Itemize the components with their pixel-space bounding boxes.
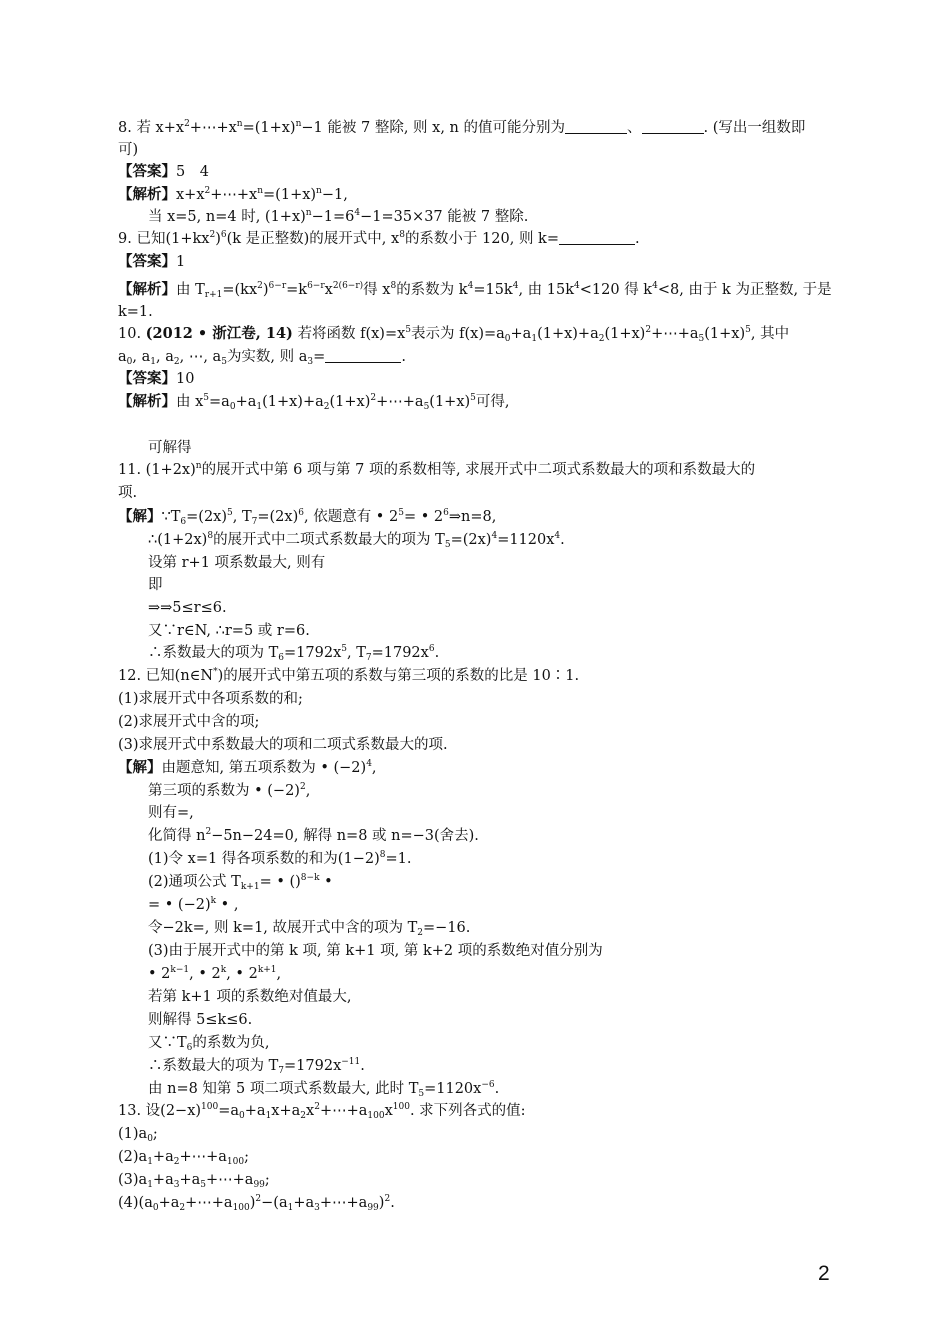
analysis-q9-line2: k=1. (118, 304, 153, 320)
answer-q9: 【答案】1 (118, 253, 186, 270)
solution-q12-line12: 则解得 5≤k≤6. (148, 1012, 253, 1028)
solution-q12-line6: (2)通项公式 $T_{k+1}=$ • ()$^{8-k}$ • (148, 873, 333, 892)
line-q11: 11. $(1+2x)^n$的展开式中第 6 项与第 7 项的系数相等, 求展开式中二项式系数最大的项和系数最大的 (118, 461, 756, 478)
solution-q12-line8: 令−2k=, 则 k=1, 故展开式中含的项为 $T_2=-16$. (148, 920, 471, 938)
line-q12: 12. 已知(n∈N*)的展开式中第五项的系数与第三项的系数的比是 10∶1. (118, 667, 580, 684)
solution-q11: 【解】$\because T_6=(2x)^5$, $T_7=(2x)^6$, 依题意有 • $2^5=$ • $2^6\Rightarrow n=8$, (118, 508, 497, 527)
line-q11-cont: 项. (118, 485, 138, 501)
analysis-q10-line2: 可解得 (148, 440, 192, 456)
answer-q8: 【答案】5 4 (118, 163, 209, 180)
answer-q10: 【答案】10 (118, 370, 195, 387)
line-q13-part4: $(4)(a_0+a_2+\cdots+a_{100})^2-(a_1+a_3+\cdots+a_{99})^2$. (118, 1194, 395, 1213)
line-q12-part3: (3)求展开式中系数最大的项和二项式系数最大的项. (118, 737, 448, 753)
solution-q12: 【解】由题意知, 第五项系数为 • $(-2)^4$, (118, 759, 377, 776)
line-q12-part2: (2)求展开式中含的项; (118, 714, 260, 730)
line-q8: 8. 若 $x+x^2+\cdots+x^n=(1+x)^n-1$ 能被 7 整除, 则 x, n 的值可能分别为 、 . (写出一组数即 (118, 119, 806, 136)
solution-q12-line11: 若第 k+1 项的系数绝对值最大, (148, 989, 352, 1005)
solution-q12-line13: 又$\because T_6$的系数为负, (148, 1035, 270, 1053)
solution-q11-line2: $\therefore(1+2x)^8$的展开式中二项式系数最大的项为 $T_5=(2x)^4=1120x^4$. (148, 531, 565, 550)
solution-q12-line10: • $2^{k-1}$, • 2$^k$, • $2^{k+1}$, (148, 965, 282, 982)
line-q13-part3: $(3)a_1+a_3+a_5+\cdots+a_{99}$; (118, 1172, 270, 1190)
analysis-q9: 【解析】由 $T_{r+1}=(kx^2)^{6-r}=k^{6-r}x^{2(6-r)}$得 $x^8$的系数为 $k^4=15k^4$, 由 $15k^4<120$ 得 $k^4<8$, 由于 k 为正整数, 于是 (118, 281, 832, 300)
solution-q12-line7: = • $(-2)^k$ • , (148, 896, 239, 913)
solution-q12-line4: 化简得 $n^2-5n-24=0$, 解得 n=8 或 n=−3(舍去). (148, 827, 479, 844)
line-q8-cont: 可) (118, 142, 139, 158)
line-q13-part2: $(2)a_1+a_2+\cdots+a_{100}$; (118, 1149, 249, 1167)
line-q9: 9. 已知$(1+kx^2)^6(k$ 是正整数)的展开式中, $x^8$的系数小于 120, 则 k= . (118, 230, 640, 247)
line-q10: 10. (2012 • 浙江卷, 14) 若将函数 $f(x)=x^5$表示为 $f(x)=a_0+a_1(1+x)+a_2(1+x)^2+\cdots+a_5(1+x)^5$, 其中 (118, 325, 790, 344)
solution-q12-line2: 第三项的系数为 • $(-2)^2$, (148, 782, 311, 799)
solution-q11-line4: 即 (148, 577, 163, 593)
analysis-q8-line2: 当 x=5, n=4 时, $(1+x)^n-1=6^4-1=35\times 37$ 能被 7 整除. (148, 208, 529, 225)
line-q12-part1: (1)求展开式中各项系数的和; (118, 691, 303, 707)
solution-q12-line5: (1)令 x=1 得各项系数的和为$(1-2)^8=1$. (148, 850, 412, 867)
solution-q11-line3: 设第 r+1 项系数最大, 则有 (148, 555, 326, 571)
line-q13-part1: $(1)a_0$; (118, 1126, 158, 1144)
solution-q12-line9: (3)由于展开式中的第 k 项, 第 k+1 项, 第 k+2 项的系数绝对值分别为 (148, 943, 603, 959)
solution-q11-line5: ⇒⇒5≤r≤6. (148, 600, 227, 616)
analysis-q8: 【解析】$x+x^2+\cdots+x^n=(1+x)^n-1$, (118, 186, 348, 203)
solution-q12-line15: 由 n=8 知第 5 项二项式系数最大, 此时 $T_5=1120x^{-6}$. (148, 1080, 500, 1099)
solution-q12-line3: 则有=, (148, 805, 194, 821)
line-q10-cont: $a_0$, $a_1$, $a_2$, ⋯, $a_5$为实数, 则 $a_3=$ . (118, 349, 406, 367)
solution-q12-line14: ∴系数最大的项为 $T_7=1792x^{-11}$. (148, 1057, 365, 1076)
solution-q11-line6: 又∵r∈N, ∴r=5 或 r=6. (148, 623, 310, 639)
solution-q11-line7: ∴系数最大的项为 $T_6=1792x^5$, $T_7=1792x^6$. (148, 644, 440, 663)
line-q13: 13. 设$(2-x)^{100}=a_0+a_1x+a_2x^2+\cdots+a_{100}x^{100}$. 求下列各式的值: (118, 1102, 526, 1121)
analysis-q10: 【解析】由 $x^5=a_0+a_1(1+x)+a_2(1+x)^2+\cdots+a_5(1+x)^5$可得, (118, 393, 510, 412)
page-number: 2 (818, 1262, 830, 1285)
